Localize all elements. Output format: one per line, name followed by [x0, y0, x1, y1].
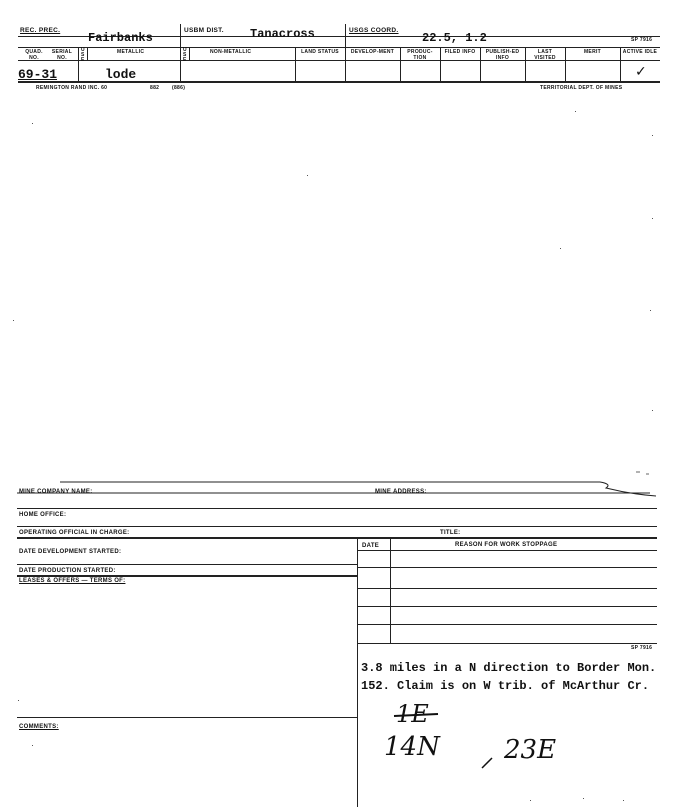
form-code-bottom: SP 7916	[631, 645, 653, 651]
scan-speck	[530, 800, 531, 801]
header-divider	[525, 47, 526, 81]
form-rule	[17, 575, 357, 577]
company-label: MINE COMPANY NAME:	[19, 489, 93, 495]
form-code-top: SP 7916	[631, 37, 653, 43]
form-rule	[17, 526, 657, 527]
comments-label: COMMENTS:	[19, 724, 59, 730]
official-label: OPERATING OFFICIAL IN CHARGE:	[19, 530, 130, 536]
header-divider	[400, 47, 401, 81]
scan-speck	[560, 248, 561, 249]
address-label: MINE ADDRESS:	[375, 489, 427, 495]
merit-label: MERIT	[583, 49, 602, 55]
scan-speck	[652, 135, 653, 136]
table-rule	[357, 643, 657, 644]
land-status-label: LAND STATUS	[301, 49, 339, 55]
active-check-mark: ✓	[635, 64, 647, 80]
header-divider	[620, 47, 621, 81]
record-card-lower	[0, 470, 678, 807]
header-rule	[18, 60, 660, 61]
printer-code-b: (886)	[172, 85, 186, 91]
usgs-coord-label: USGS COORD.	[349, 27, 399, 34]
form-rule	[17, 564, 357, 565]
title-label: TITLE:	[440, 530, 461, 536]
stoppage-header: REASON FOR WORK STOPPAGE	[455, 542, 558, 548]
leases-label: LEASES & OFFERS — TERMS OF:	[19, 578, 126, 584]
dev-started-label: DATE DEVELOPMENT STARTED:	[19, 549, 122, 555]
serial-no-label: SERIAL NO.	[51, 49, 73, 61]
handwritten-comma	[478, 756, 498, 770]
header-divider	[565, 47, 566, 81]
header-divider	[180, 24, 181, 81]
header-divider	[345, 24, 346, 81]
rec-prec-label: REC. PREC.	[20, 27, 61, 34]
date-header: DATE	[362, 543, 380, 549]
table-rule	[357, 606, 657, 607]
printer-line: REMINGTON RAND INC. 60	[36, 85, 108, 91]
printer-code-a: 882	[150, 85, 160, 91]
quad-no-label: QUAD. NO.	[25, 49, 43, 61]
scan-speck	[13, 320, 14, 321]
scan-speck	[652, 218, 653, 219]
metallic-label: METALLIC	[117, 49, 145, 55]
location-note-line-2: 152. Claim is on W trib. of McArthur Cr.	[361, 679, 650, 693]
production-label: PRODUC-TION	[407, 49, 433, 61]
scan-speck	[575, 111, 576, 112]
header-rule	[18, 47, 660, 48]
use-letters-metallic: U S E	[81, 47, 85, 63]
development-label: DEVELOP-MENT	[350, 49, 395, 55]
type-value: lode	[105, 67, 137, 82]
use-letters-nonmetallic: U S E	[183, 47, 187, 63]
scan-speck	[650, 310, 651, 311]
handwritten-township: 14N	[384, 732, 440, 762]
home-office-label: HOME OFFICE:	[19, 512, 67, 518]
handwritten-range-2: 23E	[504, 735, 557, 765]
prod-started-label: DATE PRODUCTION STARTED:	[19, 568, 116, 574]
header-divider	[295, 47, 296, 81]
form-rule	[17, 508, 657, 509]
table-divider	[390, 537, 391, 643]
form-rule	[17, 717, 357, 718]
table-rule	[357, 624, 657, 625]
record-card-header	[0, 0, 678, 95]
table-rule	[357, 588, 657, 589]
filed-info-label: FILED INFO	[444, 49, 476, 55]
table-divider	[357, 537, 358, 807]
scan-speck	[32, 123, 33, 124]
rec-prec-value: Fairbanks	[88, 31, 153, 45]
active-idle-label: ACTIVE IDLE	[622, 49, 658, 55]
scan-speck	[583, 798, 584, 799]
usgs-coord-value: 22.5, 1.2	[422, 31, 487, 45]
header-divider	[87, 47, 88, 60]
serial-value: 69-31	[18, 67, 58, 82]
header-divider	[189, 47, 190, 60]
form-rule	[17, 537, 657, 539]
scan-speck	[652, 410, 653, 411]
location-note-line-1: 3.8 miles in a N direction to Border Mon.	[361, 661, 657, 675]
header-divider	[78, 47, 79, 81]
scan-speck	[623, 800, 624, 801]
strike-through-mark	[392, 710, 442, 720]
scan-speck	[307, 175, 308, 176]
usbm-dist-value: Tanacross	[250, 27, 315, 41]
last-visited-label: LAST VISITED	[534, 49, 556, 61]
usbm-dist-label: USBM DIST.	[184, 27, 224, 34]
published-info-label: PUBLISH-ED INFO	[485, 49, 520, 61]
dept-label: TERRITORIAL DEPT. OF MINES	[540, 85, 623, 91]
header-divider	[480, 47, 481, 81]
handwritten-range-1: 1E	[396, 700, 429, 728]
nonmetallic-label: NON-METALLIC	[210, 49, 252, 55]
table-rule	[357, 567, 657, 568]
header-divider	[440, 47, 441, 81]
card-edge	[0, 470, 678, 500]
table-rule	[357, 550, 657, 551]
